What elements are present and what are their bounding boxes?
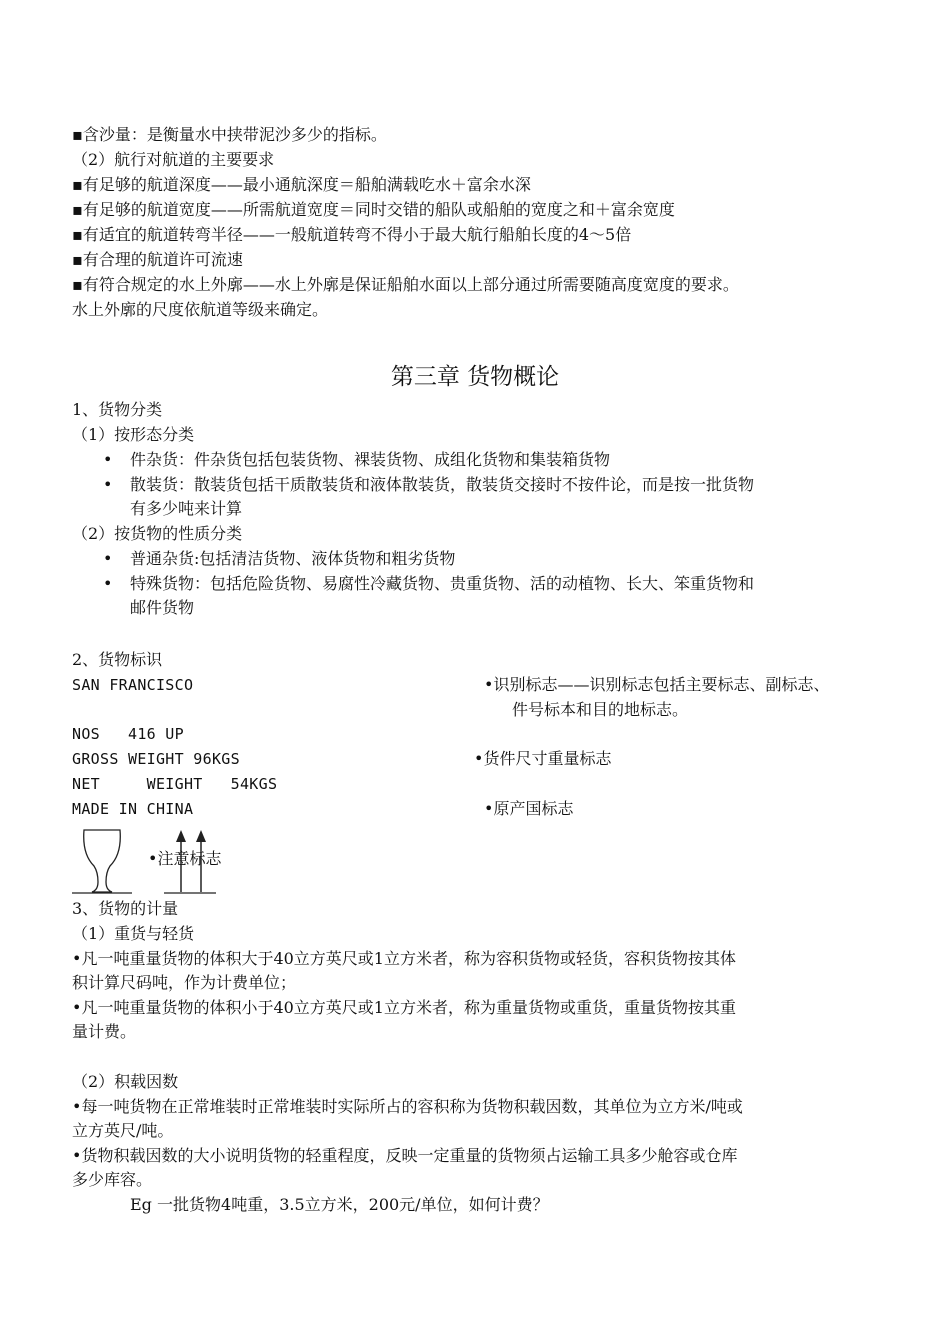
bullet-icon: •: [103, 549, 113, 568]
mark-description: •注意标志: [148, 849, 222, 868]
text-line: ▪ 有足够的航道宽度——所需航道宽度＝同时交错的船队或船舶的宽度之和＋富余宽度: [72, 198, 675, 222]
text-line: ▪ 有足够的航道深度——最小通航深度＝船舶满载吃水＋富余水深: [72, 173, 531, 197]
subheading: （1）按形态分类: [72, 425, 195, 444]
bullet-icon: •: [103, 574, 113, 593]
example-line: Eg 一批货物4吨重，3.5立方米，200元/单位，如何计费？: [130, 1195, 549, 1214]
text-line: ▪ 有适宜的航道转弯半径——一般航道转弯不得小于最大航行船舶长度的4～5倍: [72, 223, 631, 247]
shipping-mark-line: NOS 416 UP: [72, 725, 184, 743]
subheading: （2）积载因数: [72, 1072, 179, 1091]
text-line: 量计费。: [72, 1022, 137, 1041]
mark-description: •原产国标志: [484, 799, 574, 818]
text-line: 积计算尺码吨，作为计费单位；: [72, 973, 297, 992]
text-line: ▪ 有符合规定的水上外廓——水上外廓是保证船舶水面以上部分通过所需要随高度宽度的要求。: [72, 273, 739, 297]
list-item-cont: 有多少吨来计算: [130, 499, 243, 518]
text-line: 立方英尺/吨。: [72, 1121, 174, 1140]
text-line: 多少库容。: [72, 1170, 153, 1189]
list-item: 普通杂货:包括清洁货物、液体货物和粗劣货物: [130, 549, 456, 568]
list-item: 件杂货：件杂货包括包装货物、裸装货物、成组化货物和集装箱货物: [130, 450, 611, 469]
text-line: 水上外廓的尺度依航道等级来确定。: [72, 300, 329, 319]
fragile-glass-icon: [70, 826, 134, 896]
subheading: （2）按货物的性质分类: [72, 524, 243, 543]
subheading: （1）重货与轻货: [72, 924, 195, 943]
section-heading: 1、货物分类: [72, 400, 163, 419]
section-heading: 3、货物的计量: [72, 899, 179, 918]
section-heading: 2、货物标识: [72, 650, 163, 669]
text-line: •货物积载因数的大小说明货物的轻重程度，反映一定重量的货物须占运输工具多少舱容或仓库: [72, 1146, 738, 1165]
text-line: •凡一吨重量货物的体积大于40立方英尺或1立方米者，称为容积货物或轻货，容积货物按其体: [72, 949, 736, 968]
bullet-icon: •: [103, 450, 113, 469]
bullet-icon: •: [103, 475, 113, 494]
mark-description: •识别标志——识别标志包括主要标志、副标志、: [484, 675, 830, 694]
subheading: （2）航行对航道的主要要求: [72, 150, 275, 169]
list-item: 特殊货物：包括危险货物、易腐性冷藏货物、贵重货物、活的动植物、长大、笨重货物和: [130, 574, 755, 593]
shipping-mark-line: NET WEIGHT 54KGS: [72, 775, 278, 793]
mark-description: •货件尺寸重量标志: [474, 749, 612, 768]
text-line: •凡一吨重量货物的体积小于40立方英尺或1立方米者，称为重量货物或重货，重量货物按其重: [72, 998, 736, 1017]
list-item: 散装货：散装货包括干质散装货和液体散装货，散装货交接时不按件论，而是按一批货物: [130, 475, 755, 494]
text-line: ▪ 有合理的航道许可流速: [72, 248, 243, 272]
list-item-cont: 邮件货物: [130, 598, 195, 617]
mark-description: 件号标本和目的地标志。: [512, 700, 689, 719]
text-line: •每一吨货物在正常堆装时正常堆装时实际所占的容积称为货物积载因数，其单位为立方米/吨或: [72, 1097, 743, 1116]
text-line: ▪ 含沙量：是衡量水中挟带泥沙多少的指标。: [72, 123, 387, 147]
shipping-mark-line: MADE IN CHINA: [72, 800, 194, 818]
shipping-mark-line: SAN FRANCISCO: [72, 676, 194, 694]
shipping-mark-line: GROSS WEIGHT 96KGS: [72, 750, 240, 768]
chapter-title: 第三章 货物概论: [390, 364, 560, 390]
